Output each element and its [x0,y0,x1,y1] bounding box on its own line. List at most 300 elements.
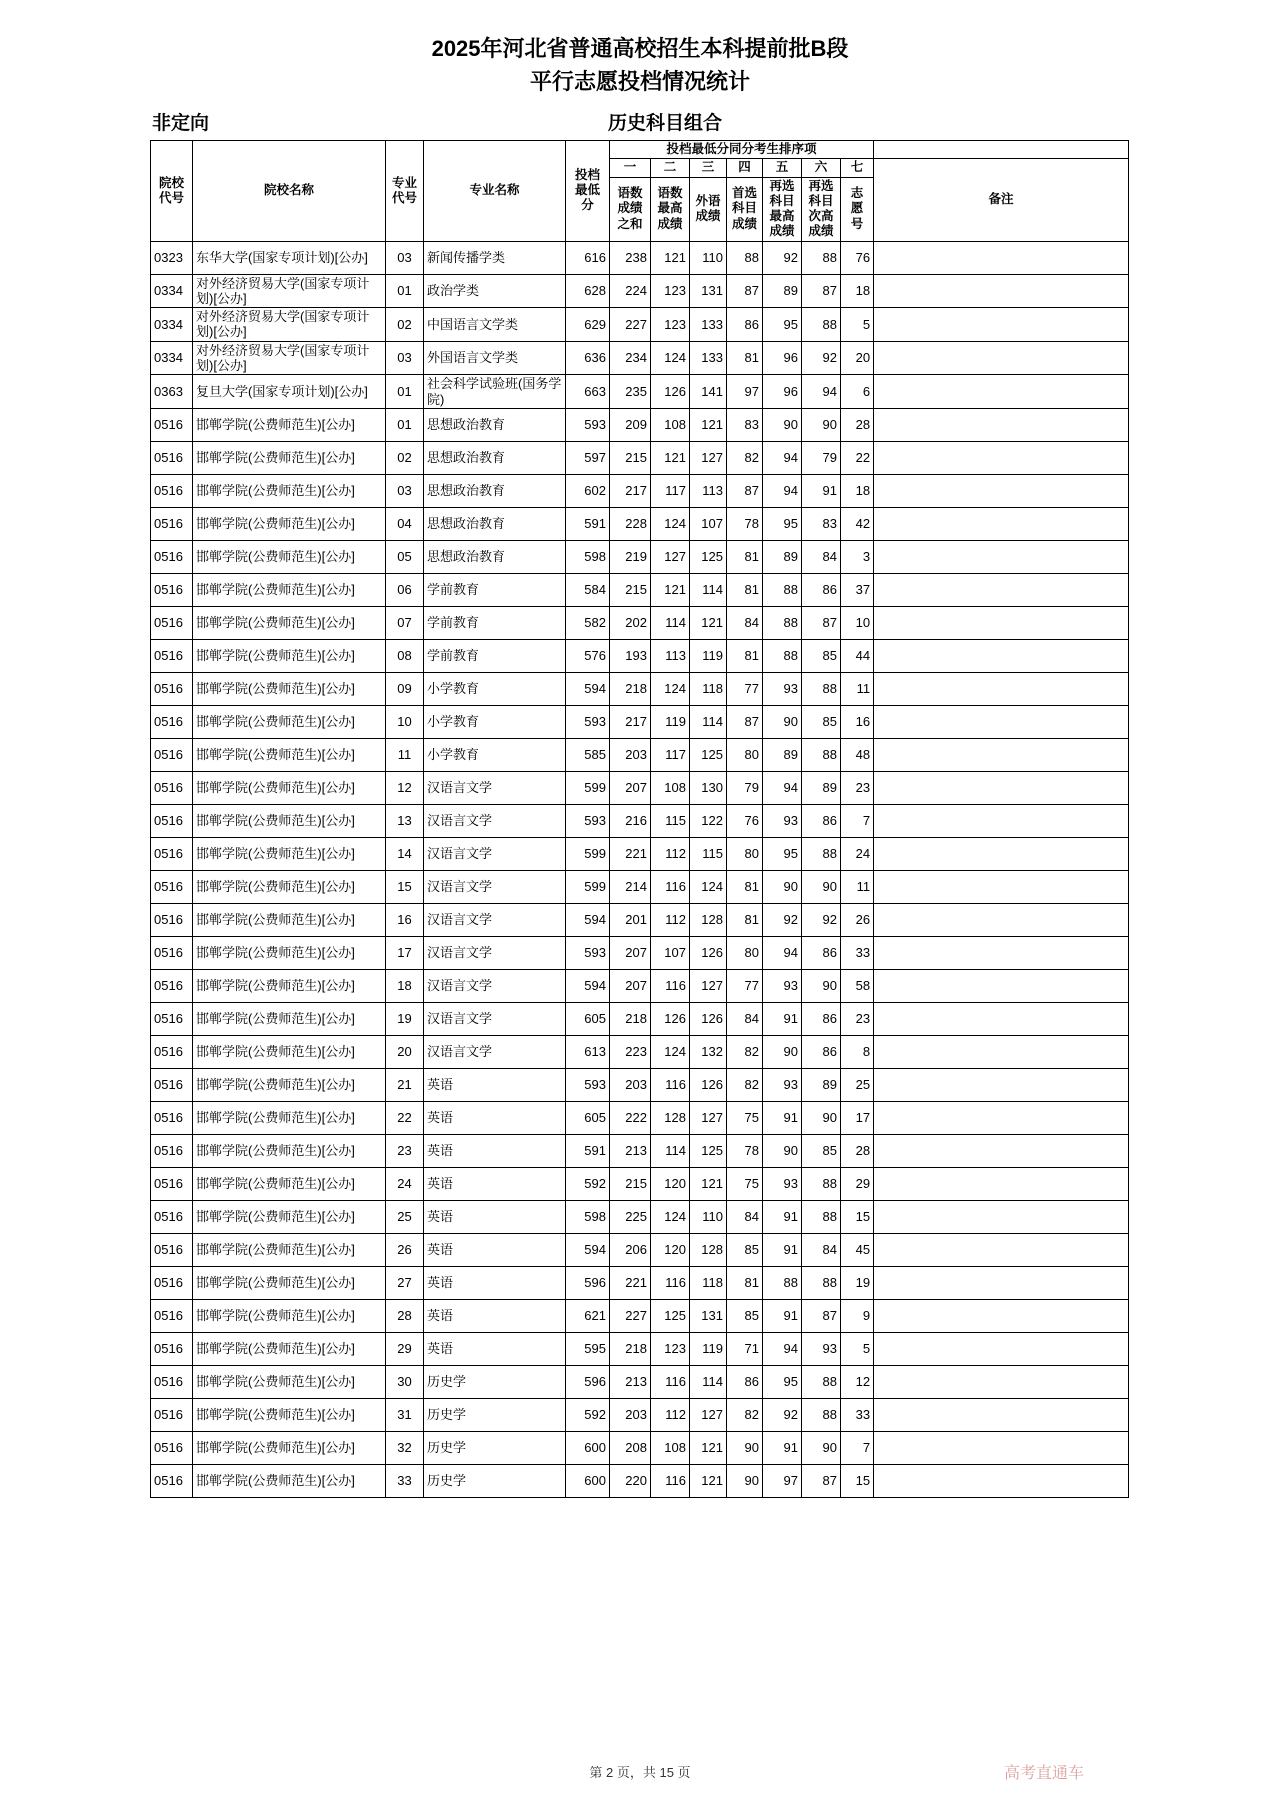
min-score-cell: 595 [566,1333,610,1366]
remark-cell [874,341,1129,375]
major-name-cell: 汉语言文学 [424,1003,566,1036]
sort-3-cell: 119 [690,1333,727,1366]
remark-cell [874,706,1129,739]
sort-6-cell: 88 [802,1201,841,1234]
sort-2-cell: 116 [651,1267,690,1300]
college-code-cell: 0516 [151,607,193,640]
sort-5-cell: 93 [763,1168,802,1201]
sort-1-cell: 203 [610,1399,651,1432]
major-name-cell: 汉语言文学 [424,805,566,838]
sort-2-cell: 121 [651,574,690,607]
sort-2-cell: 120 [651,1234,690,1267]
sort-3-cell: 110 [690,1201,727,1234]
sort-1-cell: 218 [610,1333,651,1366]
college-code-cell: 0516 [151,409,193,442]
sort-3-cell: 127 [690,1399,727,1432]
major-code-cell: 01 [386,375,424,409]
sort-3-cell: 133 [690,341,727,375]
remark-cell [874,1069,1129,1102]
min-score-cell: 594 [566,1234,610,1267]
sort-7-cell: 11 [841,673,874,706]
sort-1-cell: 220 [610,1465,651,1498]
college-name-cell: 邯郸学院(公费师范生)[公办] [193,1234,386,1267]
sort-4-cell: 82 [727,1036,763,1069]
table-row [151,375,1129,409]
sort-1-cell: 215 [610,574,651,607]
sort-5-cell: 95 [763,838,802,871]
remark-cell [874,409,1129,442]
sort-4-cell: 84 [727,607,763,640]
college-code-cell: 0516 [151,1003,193,1036]
major-name-cell: 历史学 [424,1432,566,1465]
major-code-cell: 26 [386,1234,424,1267]
sort-4-cell: 80 [727,739,763,772]
header-min-score: 投档最低分 [566,141,610,242]
major-code-cell: 10 [386,706,424,739]
college-name-cell: 邯郸学院(公费师范生)[公办] [193,805,386,838]
sort-col-num-4: 四 [727,159,763,177]
sort-3-cell: 128 [690,904,727,937]
sort-2-cell: 125 [651,1300,690,1333]
sort-2-cell: 113 [651,640,690,673]
major-code-cell: 03 [386,475,424,508]
min-score-cell: 602 [566,475,610,508]
major-name-cell: 小学教育 [424,673,566,706]
sort-2-cell: 121 [651,442,690,475]
sort-4-cell: 81 [727,904,763,937]
sort-7-cell: 23 [841,772,874,805]
major-code-cell: 04 [386,508,424,541]
sort-4-cell: 78 [727,508,763,541]
college-name-cell: 邯郸学院(公费师范生)[公办] [193,607,386,640]
college-name-cell: 邯郸学院(公费师范生)[公办] [193,508,386,541]
remark-cell [874,838,1129,871]
major-code-cell: 27 [386,1267,424,1300]
sort-1-cell: 203 [610,1069,651,1102]
sort-7-cell: 29 [841,1168,874,1201]
sort-4-cell: 81 [727,574,763,607]
sort-7-cell: 5 [841,1333,874,1366]
sort-3-cell: 113 [690,475,727,508]
remark-cell [874,508,1129,541]
remark-cell [874,1168,1129,1201]
min-score-cell: 593 [566,409,610,442]
college-code-cell: 0516 [151,1168,193,1201]
sort-1-cell: 203 [610,739,651,772]
table-row [151,970,1129,1003]
college-name-cell: 邯郸学院(公费师范生)[公办] [193,970,386,1003]
min-score-cell: 598 [566,541,610,574]
sort-3-cell: 121 [690,607,727,640]
sort-2-cell: 112 [651,838,690,871]
sort-6-cell: 88 [802,1267,841,1300]
remark-cell [874,937,1129,970]
sort-7-cell: 17 [841,1102,874,1135]
sort-7-cell: 33 [841,1399,874,1432]
college-name-cell: 邯郸学院(公费师范生)[公办] [193,1333,386,1366]
college-name-cell: 邯郸学院(公费师范生)[公办] [193,871,386,904]
sort-7-cell: 58 [841,970,874,1003]
sort-1-cell: 217 [610,475,651,508]
sort-col-num-7: 七 [841,159,874,177]
college-code-cell: 0516 [151,1465,193,1498]
sort-1-cell: 234 [610,341,651,375]
sort-6-cell: 88 [802,739,841,772]
major-name-cell: 小学教育 [424,706,566,739]
header-college-name: 院校名称 [193,141,386,242]
sort-4-cell: 90 [727,1432,763,1465]
table-row [151,805,1129,838]
sort-4-cell: 81 [727,541,763,574]
major-code-cell: 06 [386,574,424,607]
sort-1-cell: 221 [610,1267,651,1300]
sort-4-cell: 84 [727,1201,763,1234]
college-name-cell: 邯郸学院(公费师范生)[公办] [193,1465,386,1498]
sort-4-cell: 81 [727,341,763,375]
sort-1-cell: 227 [610,308,651,342]
min-score-cell: 591 [566,508,610,541]
sort-1-cell: 218 [610,1003,651,1036]
sort-4-cell: 79 [727,772,763,805]
remark-cell [874,475,1129,508]
remark-cell [874,1366,1129,1399]
sort-7-cell: 19 [841,1267,874,1300]
remark-cell [874,871,1129,904]
sort-5-cell: 88 [763,640,802,673]
major-code-cell: 01 [386,409,424,442]
major-name-cell: 英语 [424,1168,566,1201]
table-row [151,1300,1129,1333]
table-row [151,1201,1129,1234]
major-code-cell: 19 [386,1003,424,1036]
college-name-cell: 邯郸学院(公费师范生)[公办] [193,1432,386,1465]
sort-7-cell: 48 [841,739,874,772]
college-code-cell: 0516 [151,1432,193,1465]
sort-6-cell: 84 [802,541,841,574]
sort-5-cell: 94 [763,1333,802,1366]
sort-4-cell: 80 [727,937,763,970]
college-code-cell: 0516 [151,805,193,838]
sort-6-cell: 85 [802,640,841,673]
sort-5-cell: 92 [763,1399,802,1432]
college-name-cell: 邯郸学院(公费师范生)[公办] [193,1135,386,1168]
sort-7-cell: 24 [841,838,874,871]
sort-6-cell: 86 [802,1036,841,1069]
sort-2-cell: 121 [651,241,690,274]
sublabel-row [150,108,1128,134]
sort-1-cell: 222 [610,1102,651,1135]
table-row [151,607,1129,640]
sort-1-cell: 215 [610,1168,651,1201]
table-row [151,1102,1129,1135]
min-score-cell: 593 [566,1069,610,1102]
sort-5-cell: 91 [763,1201,802,1234]
table-row [151,341,1129,375]
table-row [151,574,1129,607]
sort-2-cell: 108 [651,409,690,442]
sort-1-cell: 223 [610,1036,651,1069]
major-name-cell: 英语 [424,1267,566,1300]
sort-5-cell: 89 [763,274,802,308]
sort-6-cell: 79 [802,442,841,475]
table-row [151,904,1129,937]
major-code-cell: 03 [386,241,424,274]
major-code-cell: 11 [386,739,424,772]
sort-7-cell: 3 [841,541,874,574]
sort-5-cell: 94 [763,442,802,475]
sort-4-cell: 87 [727,706,763,739]
sort-7-cell: 11 [841,871,874,904]
sort-7-cell: 28 [841,409,874,442]
sort-3-cell: 133 [690,308,727,342]
sort-5-cell: 94 [763,772,802,805]
remark-cell [874,308,1129,342]
major-code-cell: 21 [386,1069,424,1102]
sort-6-cell: 88 [802,1168,841,1201]
sort-2-cell: 114 [651,607,690,640]
sort-3-cell: 114 [690,574,727,607]
remark-cell [874,673,1129,706]
sort-5-cell: 93 [763,1069,802,1102]
table-row [151,1333,1129,1366]
sort-6-cell: 90 [802,409,841,442]
remark-cell [874,1102,1129,1135]
sort-5-cell: 95 [763,308,802,342]
major-name-cell: 学前教育 [424,607,566,640]
min-score-cell: 592 [566,1399,610,1432]
sort-4-cell: 82 [727,1399,763,1432]
table-row [151,442,1129,475]
college-code-cell: 0516 [151,541,193,574]
title-line-1: 2025年河北省普通高校招生本科提前批B段 [431,36,849,61]
sort-3-cell: 119 [690,640,727,673]
remark-cell [874,607,1129,640]
college-code-cell: 0323 [151,241,193,274]
major-code-cell: 24 [386,1168,424,1201]
sort-2-cell: 123 [651,308,690,342]
sort-2-cell: 116 [651,970,690,1003]
major-code-cell: 29 [386,1333,424,1366]
sort-3-cell: 118 [690,1267,727,1300]
sort-1-cell: 221 [610,838,651,871]
remark-cell [874,805,1129,838]
major-name-cell: 英语 [424,1234,566,1267]
sort-2-cell: 117 [651,739,690,772]
sort-2-cell: 117 [651,475,690,508]
sort-3-cell: 131 [690,1300,727,1333]
sort-4-cell: 75 [727,1168,763,1201]
major-name-cell: 英语 [424,1069,566,1102]
sort-6-cell: 89 [802,772,841,805]
table-row [151,1432,1129,1465]
sort-7-cell: 26 [841,904,874,937]
sort-3-cell: 125 [690,541,727,574]
sort-1-cell: 218 [610,673,651,706]
sort-5-cell: 89 [763,739,802,772]
college-code-cell: 0516 [151,442,193,475]
college-name-cell: 邯郸学院(公费师范生)[公办] [193,1036,386,1069]
subject-combination-label: 历史科目组合 [608,113,723,134]
sort-5-cell: 90 [763,871,802,904]
min-score-cell: 592 [566,1168,610,1201]
sort-6-cell: 84 [802,1234,841,1267]
min-score-cell: 629 [566,308,610,342]
min-score-cell: 600 [566,1465,610,1498]
table-row [151,508,1129,541]
major-name-cell: 汉语言文学 [424,772,566,805]
sort-4-cell: 75 [727,1102,763,1135]
sort-col-num-3: 三 [690,159,727,177]
table-row [151,1168,1129,1201]
remark-cell [874,904,1129,937]
sort-5-cell: 91 [763,1432,802,1465]
college-name-cell: 复旦大学(国家专项计划)[公办] [193,375,386,409]
min-score-cell: 584 [566,574,610,607]
major-code-cell: 05 [386,541,424,574]
sort-7-cell: 9 [841,1300,874,1333]
remark-cell [874,1465,1129,1498]
sort-7-cell: 44 [841,640,874,673]
min-score-cell: 576 [566,640,610,673]
sort-6-cell: 88 [802,673,841,706]
college-name-cell: 邯郸学院(公费师范生)[公办] [193,706,386,739]
sort-5-cell: 93 [763,805,802,838]
college-name-cell: 邯郸学院(公费师范生)[公办] [193,409,386,442]
college-name-cell: 对外经济贸易大学(国家专项计划)[公办] [193,308,386,342]
major-code-cell: 33 [386,1465,424,1498]
min-score-cell: 605 [566,1003,610,1036]
sort-3-cell: 121 [690,409,727,442]
sort-3-cell: 128 [690,1234,727,1267]
sort-1-cell: 202 [610,607,651,640]
sort-7-cell: 16 [841,706,874,739]
remark-cell [874,640,1129,673]
sort-5-cell: 95 [763,508,802,541]
sort-1-cell: 206 [610,1234,651,1267]
min-score-cell: 599 [566,772,610,805]
header-major-name: 专业名称 [424,141,566,242]
sort-3-cell: 107 [690,508,727,541]
sort-2-cell: 124 [651,673,690,706]
sort-7-cell: 76 [841,241,874,274]
table-row [151,1036,1129,1069]
sort-col-label-2: 语数最高成绩 [651,177,690,241]
sort-4-cell: 87 [727,274,763,308]
sort-7-cell: 23 [841,1003,874,1036]
sort-5-cell: 91 [763,1003,802,1036]
college-code-cell: 0516 [151,1333,193,1366]
sort-col-label-5: 再选科目最高成绩 [763,177,802,241]
remark-cell [874,970,1129,1003]
college-name-cell: 邯郸学院(公费师范生)[公办] [193,1201,386,1234]
sort-7-cell: 7 [841,1432,874,1465]
college-code-cell: 0516 [151,1102,193,1135]
sort-5-cell: 94 [763,937,802,970]
sort-5-cell: 96 [763,375,802,409]
sort-4-cell: 82 [727,1069,763,1102]
sort-3-cell: 115 [690,838,727,871]
sort-2-cell: 119 [651,706,690,739]
sort-4-cell: 86 [727,308,763,342]
sort-5-cell: 90 [763,1036,802,1069]
remark-cell [874,241,1129,274]
sort-3-cell: 141 [690,375,727,409]
sort-5-cell: 91 [763,1300,802,1333]
table-row [151,475,1129,508]
sort-6-cell: 90 [802,1102,841,1135]
sort-5-cell: 91 [763,1102,802,1135]
header-sort-group: 投档最低分同分考生排序项 [610,141,874,159]
sort-4-cell: 84 [727,1003,763,1036]
sort-6-cell: 91 [802,475,841,508]
sort-1-cell: 216 [610,805,651,838]
sort-3-cell: 125 [690,739,727,772]
major-name-cell: 英语 [424,1135,566,1168]
sort-6-cell: 88 [802,308,841,342]
sort-3-cell: 126 [690,1003,727,1036]
sort-7-cell: 18 [841,475,874,508]
sort-3-cell: 126 [690,1069,727,1102]
college-code-cell: 0516 [151,640,193,673]
college-name-cell: 邯郸学院(公费师范生)[公办] [193,574,386,607]
college-code-cell: 0516 [151,1300,193,1333]
min-score-cell: 663 [566,375,610,409]
table-row [151,409,1129,442]
table-row [151,706,1129,739]
major-code-cell: 30 [386,1366,424,1399]
table-row [151,772,1129,805]
major-code-cell: 17 [386,937,424,970]
table-row [151,937,1129,970]
header-remark-top-spacer [874,141,1129,159]
table-row [151,541,1129,574]
sort-6-cell: 86 [802,574,841,607]
sort-2-cell: 112 [651,904,690,937]
college-code-cell: 0516 [151,475,193,508]
sort-3-cell: 131 [690,274,727,308]
sort-1-cell: 225 [610,1201,651,1234]
college-code-cell: 0516 [151,739,193,772]
college-name-cell: 邯郸学院(公费师范生)[公办] [193,1168,386,1201]
sort-5-cell: 93 [763,673,802,706]
college-name-cell: 邯郸学院(公费师范生)[公办] [193,640,386,673]
sort-5-cell: 89 [763,541,802,574]
sort-4-cell: 90 [727,1465,763,1498]
college-code-cell: 0363 [151,375,193,409]
major-code-cell: 25 [386,1201,424,1234]
major-code-cell: 18 [386,970,424,1003]
college-code-cell: 0516 [151,508,193,541]
college-code-cell: 0516 [151,871,193,904]
table-row [151,1465,1129,1498]
sort-col-num-1: 一 [610,159,651,177]
min-score-cell: 599 [566,838,610,871]
sort-col-num-5: 五 [763,159,802,177]
remark-cell [874,1036,1129,1069]
sort-2-cell: 107 [651,937,690,970]
college-name-cell: 邯郸学院(公费师范生)[公办] [193,937,386,970]
college-code-cell: 0516 [151,1069,193,1102]
sort-3-cell: 121 [690,1432,727,1465]
sort-3-cell: 121 [690,1465,727,1498]
college-code-cell: 0516 [151,772,193,805]
sort-col-num-6: 六 [802,159,841,177]
sort-6-cell: 85 [802,706,841,739]
remark-cell [874,1003,1129,1036]
college-name-cell: 邯郸学院(公费师范生)[公办] [193,541,386,574]
major-code-cell: 15 [386,871,424,904]
major-name-cell: 学前教育 [424,640,566,673]
